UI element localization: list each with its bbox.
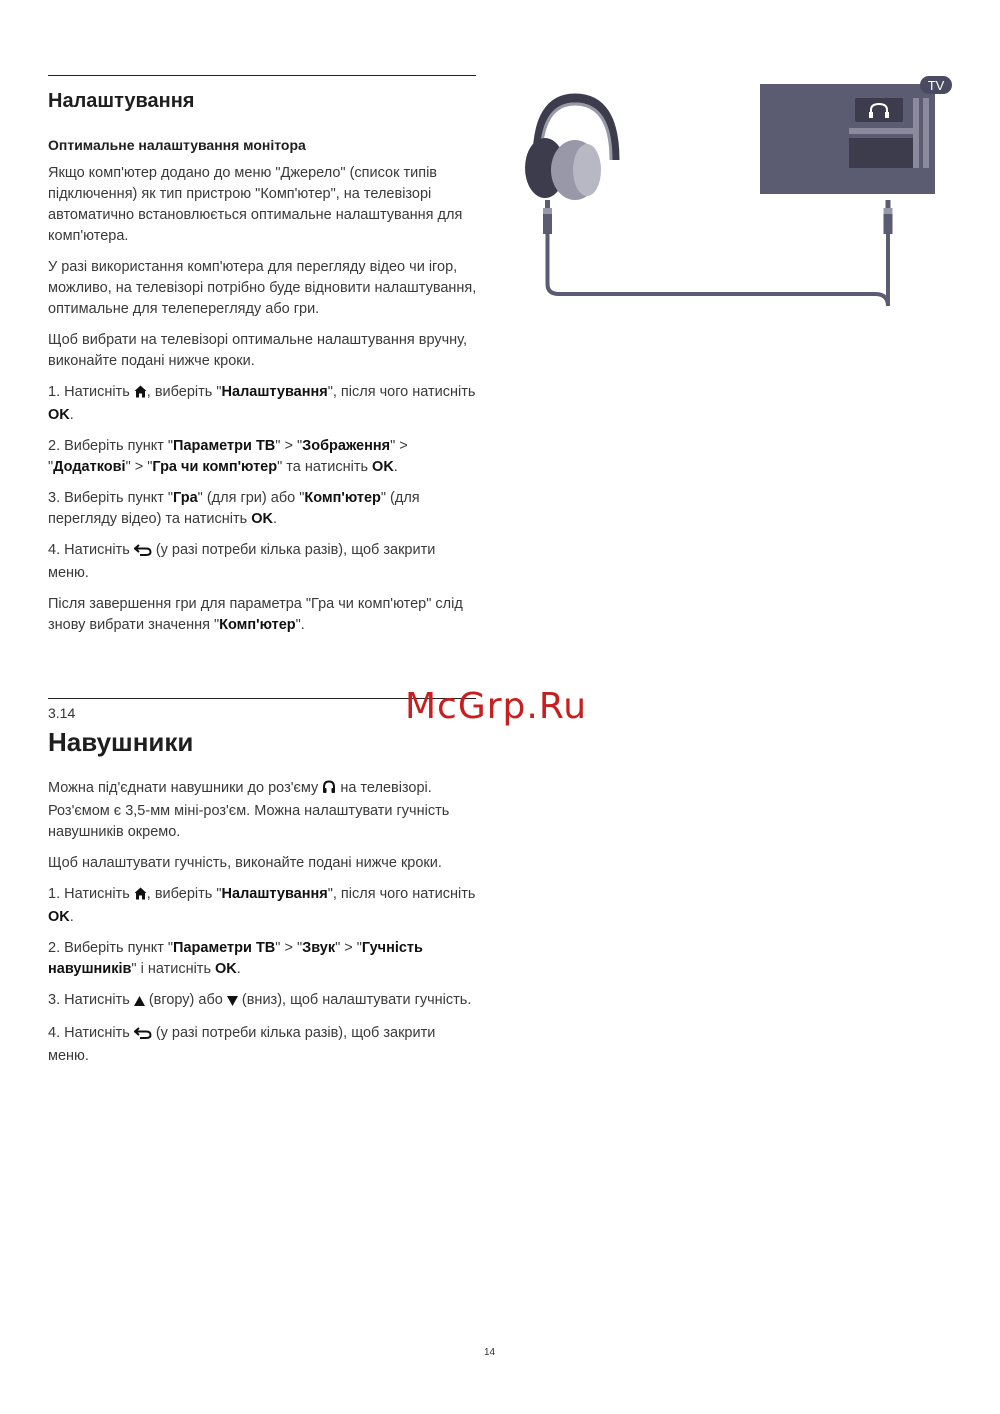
subsection-title: Оптимальне налаштування монітора [48,137,306,153]
step-3: 3. Виберіть пункт "Гра" (для гри) або "Комп'ютер" (для перегляду відео) та натисніть OK. [48,490,420,527]
tv-badge: TV [927,78,945,93]
headphones-tv-illustration [515,72,960,312]
home-icon [134,384,147,405]
paragraph: Після завершення гри для параметра "Гра чи комп'ютер" слід знову вибрати значення "Комп'ютер". [48,596,463,633]
step-4: 4. Натисніть (у разі потреби кілька разів), щоб закрити меню. [48,542,436,581]
paragraph: Якщо комп'ютер додано до меню "Джерело" (список типів підключення) як тип пристрою "Комп'ютер", на телевізорі автоматично встановлюється оптимальне налаштування для комп'ютера. [48,165,463,244]
paragraph: Щоб налаштувати гучність, виконайте подані нижче кроки. [48,855,442,871]
headphone-icon [322,780,336,801]
back-icon [134,1025,152,1046]
step-1: 1. Натисніть , виберіть "Налаштування", після чого натисніть OK. [48,886,476,925]
step-2: 2. Виберіть пункт "Параметри ТВ" > "Звук" > "Гучність навушників" і натисніть OK. [48,940,423,977]
arrow-down-icon [227,992,238,1013]
step-4: 4. Натисніть (у разі потреби кілька разів), щоб закрити меню. [48,1025,436,1064]
section-number: 3.14 [48,705,76,721]
watermark: McGrp.Ru [405,686,588,727]
step-1: 1. Натисніть , виберіть "Налаштування", після чого натисніть OK. [48,384,476,423]
step-2: 2. Виберіть пункт "Параметри ТВ" > "Зображення" > "Додаткові" > "Гра чи комп'ютер" та натисніть OK. [48,438,408,475]
step-3: 3. Натисніть (вгору) або (вниз), щоб налаштувати гучність. [48,990,480,1013]
paragraph: Щоб вибрати на телевізорі оптимальне налаштування вручну, виконайте подані нижче кроки. [48,332,467,369]
paragraph: Можна під'єднати навушники до роз'єму на телевізорі. Роз'ємом є 3,5-мм міні-роз'єм. Можна налаштувати гучність навушників окремо. [48,780,450,840]
back-icon [134,542,152,563]
home-icon [134,886,147,907]
section-divider-top [48,75,476,76]
section-headphones [48,705,480,1077]
paragraph: У разі використання комп'ютера для перегляду відео чи ігор, можливо, на телевізорі потрібно буде відновити налаштування, оптимальне для телеперегляду або гри. [48,259,477,317]
section-settings [48,90,480,646]
headphones-illustration [525,98,615,234]
arrow-up-icon [134,992,145,1013]
page-number: 14 [484,1347,496,1358]
section-title: Навушники [48,727,194,757]
tv-illustration [760,76,952,194]
section-title: Налаштування [48,90,195,112]
